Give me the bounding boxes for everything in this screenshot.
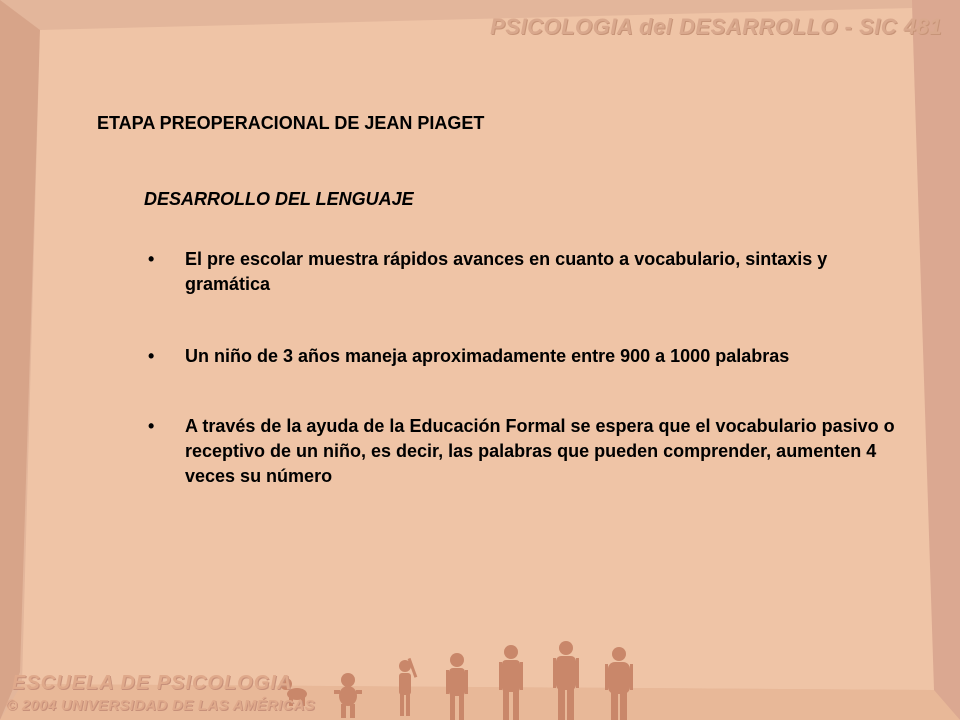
bullet-text: Un niño de 3 años maneja aproximadamente entre 900 a 1000 palabras	[185, 346, 790, 366]
bullet-list	[148, 247, 908, 489]
bullet-marker: •	[148, 416, 155, 436]
footer-copyright: © 2004 UNIVERSIDAD DE LAS AMÉRICAS	[6, 697, 316, 714]
footer-school: ESCUELA DE PSICOLOGIA	[12, 672, 293, 694]
slide-subtitle: DESARROLLO DEL LENGUAJE	[144, 189, 414, 209]
bullet-marker: •	[148, 249, 155, 269]
bullet-text: A través de la ayuda de la Educación Formal se espera que el vocabulario pasivo o receptivo de un niño, es decir, las palabras que pueden comprender, aumenten 4 veces su número	[185, 416, 895, 486]
bullet-text: El pre escolar muestra rápidos avances en cuanto a vocabulario, sintaxis y gramática	[185, 249, 828, 294]
bullet-item	[148, 247, 908, 297]
bullet-marker: •	[148, 346, 155, 366]
bullet-item	[148, 414, 908, 489]
course-header: PSICOLOGIA del DESARROLLO - SIC 481	[490, 14, 942, 39]
slide-title: ETAPA PREOPERACIONAL DE JEAN PIAGET	[97, 113, 485, 133]
bullet-item	[148, 344, 908, 369]
